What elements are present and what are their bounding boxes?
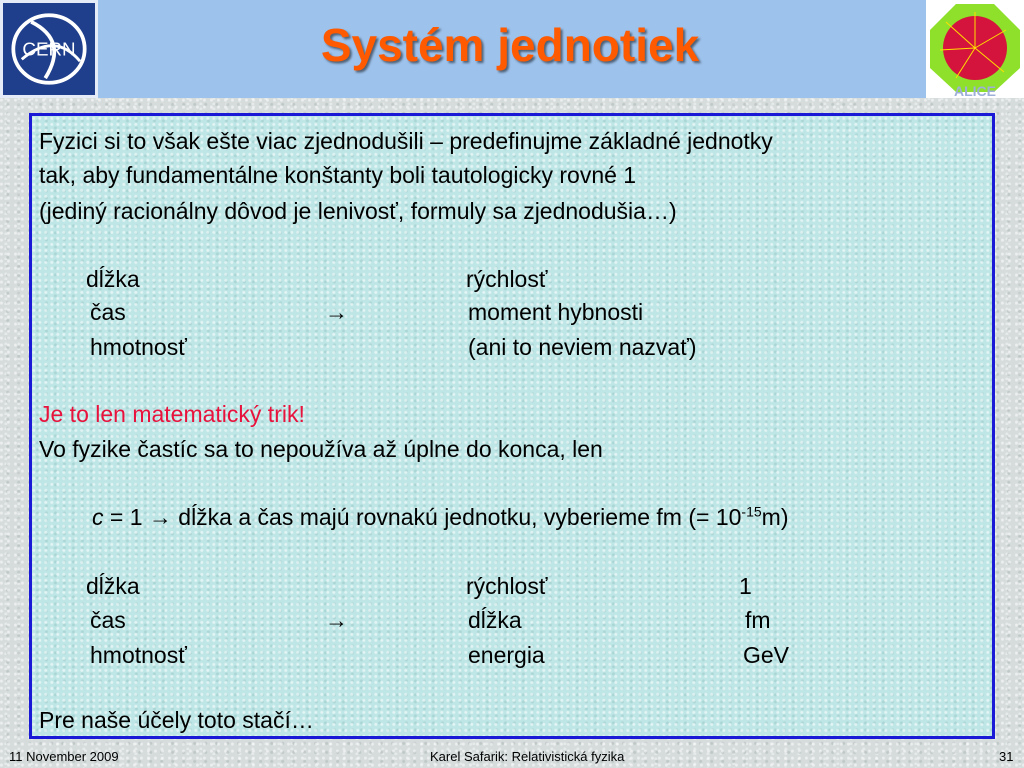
physics-line: Vo fyzike častíc sa to nepoužíva až úplne do konca, len bbox=[39, 436, 603, 462]
cern-logo-graphic bbox=[3, 3, 95, 95]
intro-line-2: tak, aby fundamentálne konštanty boli tautologicky rovné 1 bbox=[39, 162, 637, 188]
table2-middle-1: rýchlosť bbox=[466, 573, 548, 599]
table2-arrow: → bbox=[325, 607, 348, 633]
cern-logo bbox=[0, 0, 98, 98]
footer-author: Karel Safarik: Relativistická fyzika bbox=[430, 749, 625, 764]
table1-right-2: moment hybnosti bbox=[468, 299, 644, 325]
closing-line: Pre naše účely toto stačí… bbox=[39, 707, 314, 733]
table2-right-1: 1 bbox=[739, 573, 752, 599]
footer-page-number: 31 bbox=[999, 749, 1014, 764]
trick-line: Je to len matematický trik! bbox=[39, 401, 305, 427]
table2-middle-3: energia bbox=[468, 642, 545, 668]
footer-date: 11 November 2009 bbox=[9, 749, 119, 764]
c-equation-line bbox=[92, 503, 788, 531]
alice-logo bbox=[926, 0, 1024, 98]
exponent: -15 bbox=[741, 503, 762, 520]
c-symbol: c bbox=[92, 504, 104, 530]
table2-left-1: dĺžka bbox=[86, 573, 140, 599]
alice-logo-graphic bbox=[926, 0, 1024, 98]
table2-middle-2: dĺžka bbox=[468, 607, 522, 633]
table2-left-3: hmotnosť bbox=[90, 642, 187, 668]
alice-logo-text: ALICE bbox=[954, 83, 996, 98]
intro-line-1: Fyzici si to však ešte viac zjednodušili – predefinujme základné jednotky bbox=[39, 128, 773, 154]
table1-right-3: (ani to neviem nazvať) bbox=[468, 334, 697, 360]
cern-logo-text: CERN bbox=[22, 38, 76, 60]
table1-right-1: rýchlosť bbox=[466, 266, 548, 292]
table1-left-2: čas bbox=[90, 299, 126, 325]
slide-title: Systém jednotiek bbox=[320, 19, 700, 71]
table1-left-1: dĺžka bbox=[86, 266, 140, 292]
table2-right-3: GeV bbox=[743, 642, 790, 668]
unit-text: m) bbox=[761, 504, 789, 530]
table2-right-2: fm bbox=[745, 607, 771, 633]
c-equation-text: = 1 → dĺžka a čas majú rovnakú jednotku, vyberieme fm (= 10 bbox=[103, 504, 742, 530]
table2-left-2: čas bbox=[90, 607, 126, 633]
table1-arrow: → bbox=[325, 299, 348, 325]
intro-line-3: (jediný racionálny dôvod je lenivosť, formuly sa zjednodušia…) bbox=[39, 198, 677, 224]
table1-left-3: hmotnosť bbox=[90, 334, 187, 360]
